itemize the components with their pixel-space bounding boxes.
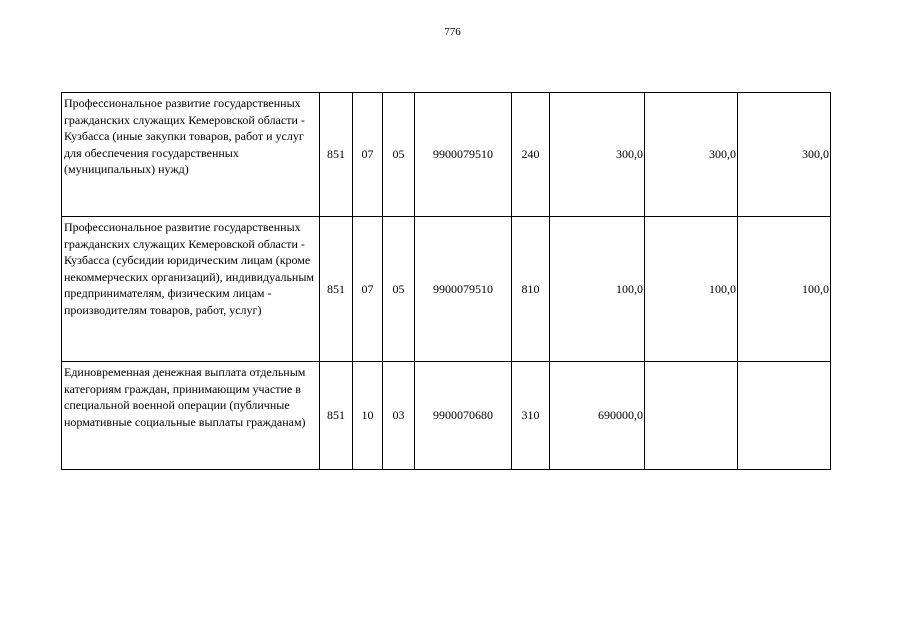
expense-type-cell: 310 (512, 362, 550, 470)
table-row (62, 362, 831, 470)
subsection-code-cell: 05 (383, 217, 415, 362)
section-code-cell: 10 (353, 362, 383, 470)
subsection-code-cell: 05 (383, 93, 415, 217)
amount-3-cell: 300,0 (738, 93, 831, 217)
budget-table (61, 92, 831, 470)
section-code-cell: 07 (353, 93, 383, 217)
expense-type-cell: 810 (512, 217, 550, 362)
amount-3-cell: 100,0 (738, 217, 831, 362)
target-article-cell: 9900070680 (415, 362, 512, 470)
expense-name-cell: Единовременная денежная выплата отдельным категориям граждан, принимающим участие в специальной военной операции (публичные нормативные социальные выплаты гражданам) (62, 362, 320, 470)
amount-3-cell (738, 362, 831, 470)
ministry-code-cell: 851 (320, 217, 353, 362)
expense-type-cell: 240 (512, 93, 550, 217)
amount-2-cell: 300,0 (645, 93, 738, 217)
expense-name-cell: Профессиональное развитие государственных гражданских служащих Кемеровской области - Кузбасса (иные закупки товаров, работ и услуг для обеспечения государственных (муниципальных) нужд) (62, 93, 320, 217)
amount-2-cell: 100,0 (645, 217, 738, 362)
amount-2-cell (645, 362, 738, 470)
amount-1-cell: 300,0 (550, 93, 645, 217)
table-row (62, 217, 831, 362)
section-code-cell: 07 (353, 217, 383, 362)
expense-name-cell: Профессиональное развитие государственных гражданских служащих Кемеровской области - Кузбасса (субсидии юридическим лицам (кроме некоммерческих организаций), индивидуальным предпринимателям, физическим лицам - производителям товаров, работ, услуг) (62, 217, 320, 362)
ministry-code-cell: 851 (320, 93, 353, 217)
amount-1-cell: 690000,0 (550, 362, 645, 470)
amount-1-cell: 100,0 (550, 217, 645, 362)
table-row (62, 93, 831, 217)
target-article-cell: 9900079510 (415, 93, 512, 217)
target-article-cell: 9900079510 (415, 217, 512, 362)
page-number: 776 (444, 26, 461, 38)
subsection-code-cell: 03 (383, 362, 415, 470)
ministry-code-cell: 851 (320, 362, 353, 470)
